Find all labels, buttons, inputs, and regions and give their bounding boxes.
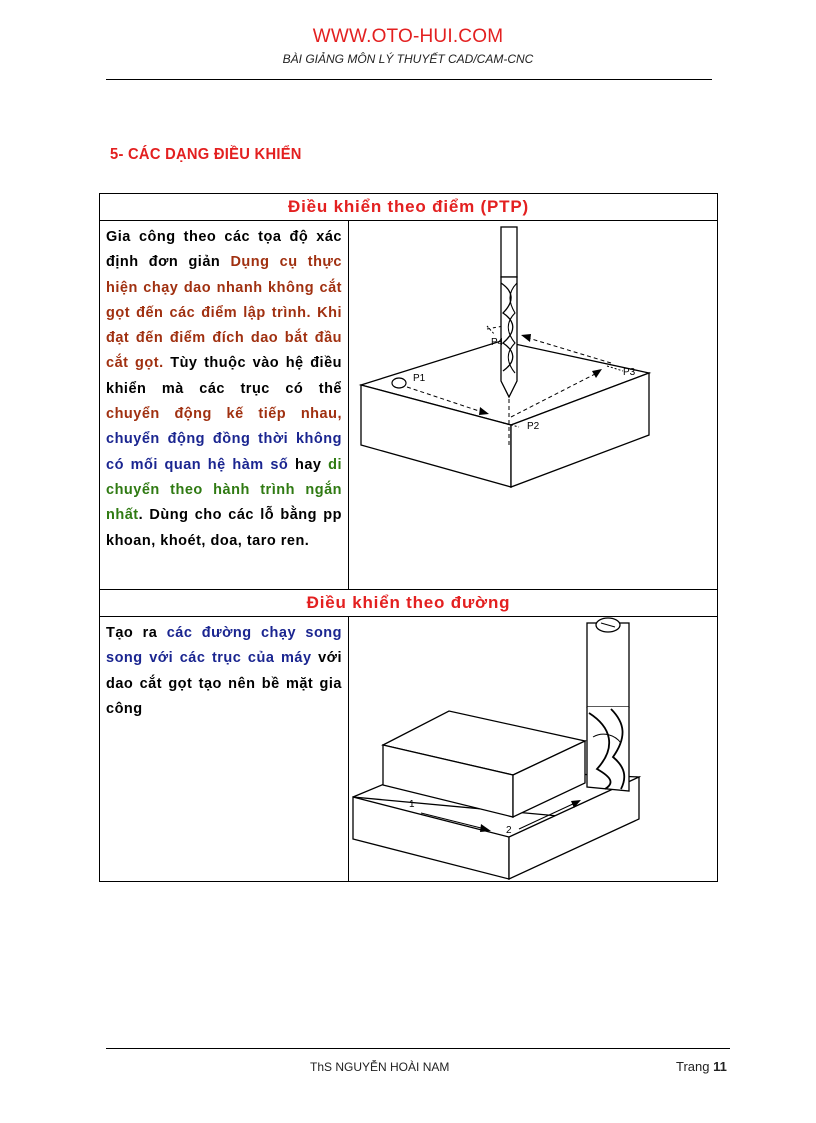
label-p2: P2 xyxy=(527,421,540,432)
section-title: 5- CÁC DẠNG ĐIỀU KHIỂN xyxy=(110,146,302,163)
ptp-text-1: Gia công theo các tọa độ xác định đơn giản xyxy=(106,229,342,271)
ptp-heading: Điều khiển theo điểm (PTP) xyxy=(100,194,718,221)
page-label: Trang xyxy=(676,1059,710,1074)
arrow-head xyxy=(521,334,531,342)
ptp-text-3a: Tùy thuộc vào hệ điều khiển mà các trục có thể xyxy=(106,355,343,397)
ptp-illustration-cell xyxy=(349,221,718,590)
ptp-text-2: Dụng cụ thực hiện chạy dao nhanh không cắt gọt đến các điểm lập trình. Khi đạt đến điểm đích dao bắt đầu cắt gọt. xyxy=(106,254,342,372)
path-illustration-cell xyxy=(349,617,718,882)
label-p4: P4 xyxy=(491,337,504,348)
path-text-1c: với dao cắt gọt tạo nên bề mặt gia công xyxy=(106,650,342,717)
ptp-text-3f: . xyxy=(138,507,144,524)
ptp-drilling-illustration xyxy=(349,221,717,589)
path-text-1a: Tạo ra xyxy=(106,625,158,641)
label-pass-1: 1 xyxy=(409,799,415,810)
site-title: WWW.OTO-HUI.COM xyxy=(312,26,504,47)
ptp-text-3e: di chuyển theo hành trình ngắn nhất xyxy=(106,456,343,524)
endmill-shank xyxy=(587,623,629,707)
ptp-description xyxy=(100,221,349,590)
path-description xyxy=(100,617,349,882)
header-divider xyxy=(106,79,712,80)
label-p1: P1 xyxy=(413,373,426,384)
ptp-text-3d: hay xyxy=(294,456,322,473)
ptp-text-3b: chuyển động kế tiếp nhau, xyxy=(106,406,342,423)
footer-author: ThS NGUYỄN HOÀI NAM xyxy=(310,1060,450,1074)
control-types-table xyxy=(99,193,718,882)
arrow-head xyxy=(480,824,491,832)
drill-shank xyxy=(501,227,517,277)
label-pass-2: 2 xyxy=(506,825,512,836)
page-number-value: 11 xyxy=(713,1059,727,1074)
footer-divider xyxy=(106,1048,730,1049)
path-heading: Điều khiển theo đường xyxy=(100,590,718,617)
p1-hole-marker xyxy=(392,378,406,388)
path-milling-illustration xyxy=(349,617,717,881)
ptp-text-3c: chuyển động đồng thời không có mối quan hệ hàm số xyxy=(106,431,342,473)
label-p3: P3 xyxy=(623,367,636,378)
path-text-1b: các đường chạy song song với các trục của máy xyxy=(106,625,343,667)
ptp-text-4: Dùng cho các lỗ bằng pp khoan, khoét, doa, taro ren. xyxy=(106,507,342,549)
page-number xyxy=(676,1059,727,1074)
course-subtitle: BÀI GIẢNG MÔN LÝ THUYẾT CAD/CAM-CNC xyxy=(282,52,534,66)
